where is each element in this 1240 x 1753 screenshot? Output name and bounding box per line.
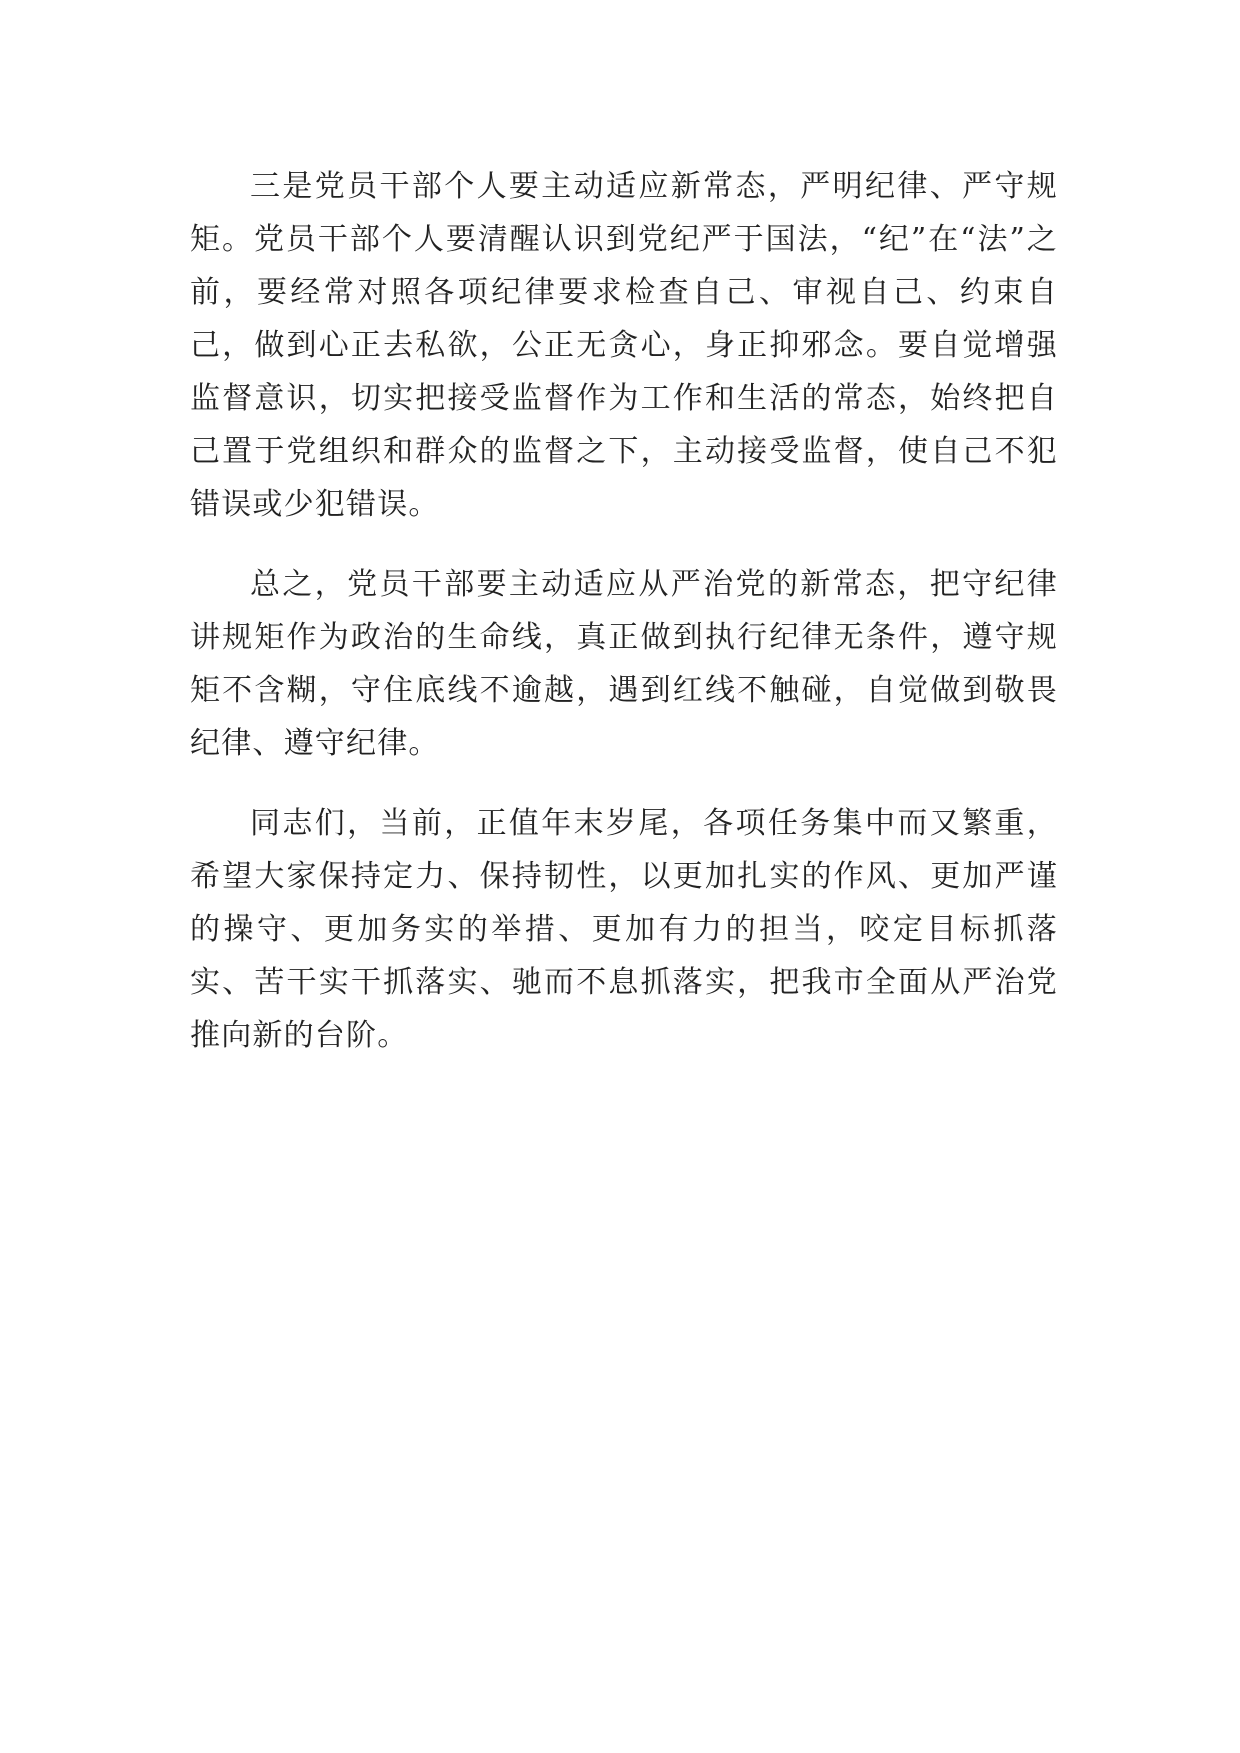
document-body	[190, 160, 1058, 1062]
paragraph-closing: 同志们，当前，正值年末岁尾，各项任务集中而又繁重，希望大家保持定力、保持韧性，以更加扎实的作风、更加严谨的操守、更加务实的举措、更加有力的担当，咬定目标抓落实、苦干实干抓落实、驰而不息抓落实，把我市全面从严治党推向新的台阶。	[190, 806, 1058, 1053]
paragraph-discipline: 三是党员干部个人要主动适应新常态，严明纪律、严守规矩。党员干部个人要清醒认识到党纪严于国法，“纪”在“法”之前，要经常对照各项纪律要求检查自己、审视自己、约束自己，做到心正去私欲，公正无贪心，身正抑邪念。要自觉增强监督意识，切实把接受监督作为工作和生活的常态，始终把自己置于党组织和群众的监督之下，主动接受监督，使自己不犯错误或少犯错误。	[190, 169, 1058, 522]
paragraph-summary: 总之，党员干部要主动适应从严治党的新常态，把守纪律讲规矩作为政治的生命线，真正做到执行纪律无条件，遵守规矩不含糊，守住底线不逾越，遇到红线不触碰，自觉做到敬畏纪律、遵守纪律。	[190, 567, 1058, 761]
